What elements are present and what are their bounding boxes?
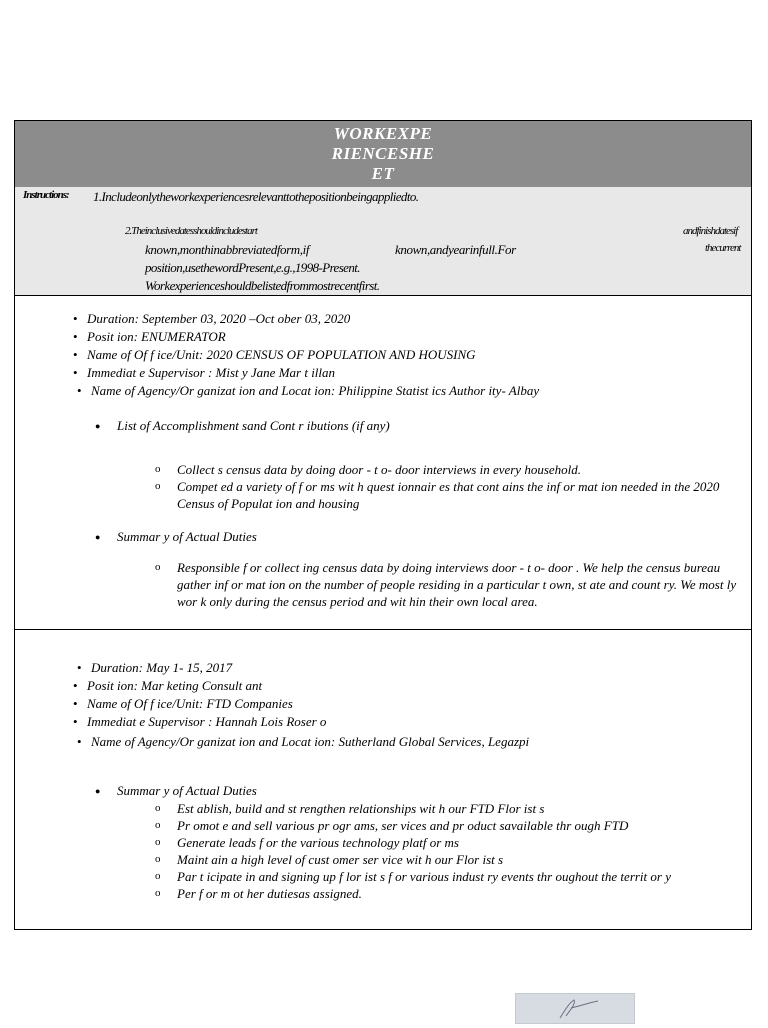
work-experience-sheet [14, 120, 752, 930]
entry-1-supervisor: • Immediat e Supervisor : Mist y Jane Mar t illan [87, 364, 535, 382]
entry-2-duties-heading: ● Summar y of Actual Duties [117, 782, 257, 800]
work-entry-1 [15, 296, 751, 630]
entry-2-duty-6: o Per f or m ot her dutiesas assigned. [177, 885, 717, 902]
signature-image [515, 993, 635, 1024]
entry-1-details [87, 310, 540, 400]
entry-1-accomplishment-2: o Compet ed a variety of f or ms wit h quest ionnair es that cont ains the inf or mat ion needed in the 2020 Census of Populat ion and housing [177, 478, 743, 512]
entry-1-accomplishments-list [177, 461, 743, 512]
sheet-title-band [15, 121, 751, 188]
entry-1-agency: • Name of Agency/Or ganizat ion and Locat ion: Philippine Statist ics Author ity- Albay [91, 382, 539, 400]
entry-2-office: • Name of Of f ice/Unit: FTD Companies [87, 695, 525, 713]
entry-2-duty-1: o Est ablish, build and st rengthen relationships wit h our FTD Flor ist s [177, 800, 717, 817]
instruction-line-2-end: thecurrent [705, 242, 741, 254]
entry-1-duties-heading: ● Summar y of Actual Duties [117, 528, 257, 546]
instructions-label: Instructions: [23, 189, 69, 201]
instruction-item-2-end: andfinishdatesif [683, 225, 738, 237]
entry-2-position: • Posit ion: Mar keting Consult ant [87, 677, 525, 695]
entry-1-duration: • Duration: September 03, 2020 –Oct ober 03, 2020 [87, 310, 535, 328]
instruction-line-3: position,usethewordPresent,e.g.,1998-Present. [145, 260, 360, 275]
entry-2-duty-4: o Maint ain a high level of cust omer ser vice wit h our Flor ist s [177, 851, 717, 868]
instruction-item-2-start: 2.Theinclusivedatesshouldincludestart [125, 225, 257, 237]
entry-1-duties-list [177, 559, 747, 610]
entry-2-duration: • Duration: May 1- 15, 2017 [91, 659, 529, 677]
sheet-title-line-1: WORKEXPE [333, 124, 433, 143]
entry-1-accomplishment-1: o Collect s census data by doing door - t o- door interviews in every household. [177, 461, 743, 478]
work-entry-2 [15, 631, 751, 929]
entry-1-accomplishments-heading: ● List of Accomplishment sand Cont r ibutions (if any) [117, 417, 390, 435]
entry-2-duty-2: o Pr omot e and sell various pr ogr ams, ser vices and pr oduct savailable thr ough FTD [177, 817, 717, 834]
entry-1-duty-1: o Responsible f or collect ing census data by doing interviews door - t o- door . We help the census bureau gather inf or mat ion on the number of people residing in a particular t own, st ate and count ry. We most ly wor k only during the census period and wit hin their own local area. [177, 559, 747, 610]
entry-2-duties-list [177, 800, 717, 902]
entry-2-agency: • Name of Agency/Or ganizat ion and Locat ion: Sutherland Global Services, Legazpi [91, 733, 529, 751]
instruction-line-2: known,monthinabbreviatedform,if [145, 242, 310, 257]
signature-scribble [516, 994, 634, 1023]
entry-1-office: • Name of Of f ice/Unit: 2020 CENSUS OF POPULATION AND HOUSING [87, 346, 535, 364]
instruction-item-1: 1.Includeonlytheworkexperiencesrelevanttothepositionbeingappliedto. [93, 189, 419, 204]
sheet-title-line-3: ET [371, 164, 395, 183]
entry-1-position: • Posit ion: ENUMERATOR [87, 328, 535, 346]
entry-2-duty-3: o Generate leads f or the various technology platf or ms [177, 834, 717, 851]
entry-2-details [87, 659, 530, 749]
instruction-line-4: Workexperienceshouldbelistedfrommostrecentfirst. [145, 278, 380, 293]
instruction-line-2-middle: known,andyearinfull.For [395, 242, 516, 257]
sheet-title-line-2: RIENCESHE [331, 144, 435, 163]
entry-2-supervisor: • Immediat e Supervisor : Hannah Lois Roser o [87, 713, 525, 731]
entry-2-duty-5: o Par t icipate in and signing up f lor ist s f or various indust ry events thr oughout the territ or y [177, 868, 717, 885]
instructions-box [15, 187, 751, 296]
